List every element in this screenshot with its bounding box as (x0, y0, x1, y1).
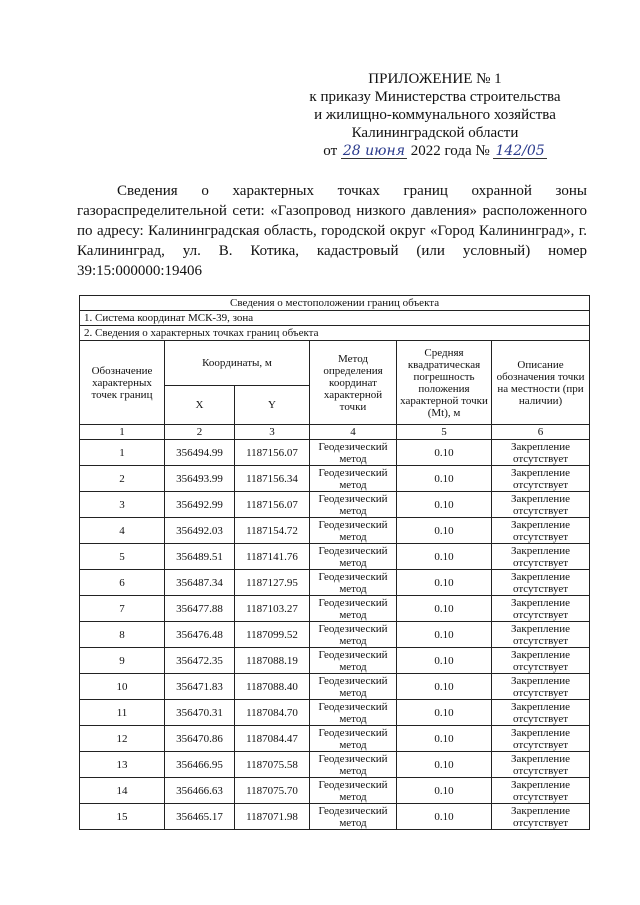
y-coordinate: 1187156.07 (235, 440, 310, 466)
point-number: 12 (80, 726, 165, 752)
table-row (80, 518, 590, 544)
point-number: 5 (80, 544, 165, 570)
description-cell: Закрепление отсутствует (492, 778, 590, 804)
y-coordinate: 1187127.95 (235, 570, 310, 596)
error-cell: 0.10 (397, 518, 492, 544)
col-header-method: Метод определения координат характерной точки (310, 341, 397, 425)
description-cell: Закрепление отсутствует (492, 700, 590, 726)
order-line-1: к приказу Министерства строительства (309, 89, 561, 105)
table-title: Сведения о местоположении границ объекта (80, 296, 590, 311)
x-coordinate: 356465.17 (165, 804, 235, 830)
description-cell: Закрепление отсутствует (492, 492, 590, 518)
point-number: 7 (80, 596, 165, 622)
table-row (80, 700, 590, 726)
y-coordinate: 1187084.70 (235, 700, 310, 726)
appendix-header (290, 70, 580, 160)
y-coordinate: 1187099.52 (235, 622, 310, 648)
point-number: 9 (80, 648, 165, 674)
table-row (80, 648, 590, 674)
error-cell: 0.10 (397, 466, 492, 492)
description-cell: Закрепление отсутствует (492, 804, 590, 830)
method-cell: Геодезический метод (310, 726, 397, 752)
point-number: 13 (80, 752, 165, 778)
y-coordinate: 1187088.40 (235, 674, 310, 700)
x-coordinate: 356493.99 (165, 466, 235, 492)
y-coordinate: 1187075.70 (235, 778, 310, 804)
boundary-points-table (79, 295, 590, 830)
table-row (80, 570, 590, 596)
method-cell: Геодезический метод (310, 544, 397, 570)
y-coordinate: 1187141.76 (235, 544, 310, 570)
description-cell: Закрепление отсутствует (492, 596, 590, 622)
method-cell: Геодезический метод (310, 700, 397, 726)
point-number: 11 (80, 700, 165, 726)
column-number: 4 (310, 425, 397, 440)
column-number: 6 (492, 425, 590, 440)
x-coordinate: 356466.63 (165, 778, 235, 804)
method-cell: Геодезический метод (310, 440, 397, 466)
description-cell: Закрепление отсутствует (492, 544, 590, 570)
table-row (80, 674, 590, 700)
x-coordinate: 356470.86 (165, 726, 235, 752)
error-cell: 0.10 (397, 778, 492, 804)
date-year: 2022 года № (410, 143, 490, 159)
error-cell: 0.10 (397, 622, 492, 648)
y-coordinate: 1187156.34 (235, 466, 310, 492)
method-cell: Геодезический метод (310, 778, 397, 804)
section-title: 2. Сведения о характерных точках границ объекта (80, 326, 590, 341)
error-cell: 0.10 (397, 752, 492, 778)
table-row (80, 492, 590, 518)
method-cell: Геодезический метод (310, 622, 397, 648)
description-cell: Закрепление отсутствует (492, 622, 590, 648)
method-cell: Геодезический метод (310, 596, 397, 622)
error-cell: 0.10 (397, 544, 492, 570)
description-cell: Закрепление отсутствует (492, 726, 590, 752)
x-coordinate: 356492.99 (165, 492, 235, 518)
x-coordinate: 356492.03 (165, 518, 235, 544)
method-cell: Геодезический метод (310, 518, 397, 544)
x-coordinate: 356487.34 (165, 570, 235, 596)
method-cell: Геодезический метод (310, 492, 397, 518)
point-number: 1 (80, 440, 165, 466)
y-coordinate: 1187075.58 (235, 752, 310, 778)
col-header-point: Обозначение характерных точек границ (80, 341, 165, 425)
table-row (80, 544, 590, 570)
column-number-row (80, 425, 590, 440)
table-row (80, 752, 590, 778)
handwritten-number: 142/05 (495, 143, 545, 159)
error-cell: 0.10 (397, 648, 492, 674)
date-prefix: от (323, 143, 338, 159)
x-coordinate: 356466.95 (165, 752, 235, 778)
description-cell: Закрепление отсутствует (492, 648, 590, 674)
x-coordinate: 356472.35 (165, 648, 235, 674)
error-cell: 0.10 (397, 596, 492, 622)
x-coordinate: 356471.83 (165, 674, 235, 700)
y-coordinate: 1187103.27 (235, 596, 310, 622)
description-cell: Закрепление отсутствует (492, 752, 590, 778)
point-number: 10 (80, 674, 165, 700)
y-coordinate: 1187156.07 (235, 492, 310, 518)
column-number: 5 (397, 425, 492, 440)
point-number: 4 (80, 518, 165, 544)
x-coordinate: 356470.31 (165, 700, 235, 726)
handwritten-date: 28 июня (342, 143, 405, 159)
table-row (80, 778, 590, 804)
coordinate-system: 1. Система координат МСК-39, зона (80, 311, 590, 326)
y-coordinate: 1187084.47 (235, 726, 310, 752)
description-cell: Закрепление отсутствует (492, 674, 590, 700)
table-row (80, 804, 590, 830)
column-number: 3 (235, 425, 310, 440)
appendix-title: ПРИЛОЖЕНИЕ № 1 (368, 71, 502, 87)
x-coordinate: 356476.48 (165, 622, 235, 648)
point-number: 14 (80, 778, 165, 804)
error-cell: 0.10 (397, 492, 492, 518)
method-cell: Геодезический метод (310, 466, 397, 492)
col-header-x: X (165, 386, 235, 425)
point-number: 8 (80, 622, 165, 648)
method-cell: Геодезический метод (310, 752, 397, 778)
y-coordinate: 1187071.98 (235, 804, 310, 830)
point-number: 15 (80, 804, 165, 830)
point-number: 3 (80, 492, 165, 518)
x-coordinate: 356494.99 (165, 440, 235, 466)
column-number: 1 (80, 425, 165, 440)
col-header-y: Y (235, 386, 310, 425)
method-cell: Геодезический метод (310, 570, 397, 596)
error-cell: 0.10 (397, 570, 492, 596)
method-cell: Геодезический метод (310, 804, 397, 830)
description-cell: Закрепление отсутствует (492, 440, 590, 466)
table-row (80, 440, 590, 466)
y-coordinate: 1187154.72 (235, 518, 310, 544)
method-cell: Геодезический метод (310, 648, 397, 674)
error-cell: 0.10 (397, 804, 492, 830)
x-coordinate: 356489.51 (165, 544, 235, 570)
table-row (80, 622, 590, 648)
description-cell: Закрепление отсутствует (492, 466, 590, 492)
point-number: 6 (80, 570, 165, 596)
error-cell: 0.10 (397, 440, 492, 466)
order-line-2: и жилищно-коммунального хозяйства (314, 107, 556, 123)
table-row (80, 596, 590, 622)
col-header-error: Средняя квадратическая погрешность положения характерной точки (Mt), м (397, 341, 492, 425)
table-row (80, 466, 590, 492)
y-coordinate: 1187088.19 (235, 648, 310, 674)
error-cell: 0.10 (397, 700, 492, 726)
x-coordinate: 356477.88 (165, 596, 235, 622)
error-cell: 0.10 (397, 726, 492, 752)
intro-paragraph: Сведения о характерных точках границ охранной зоны газораспределительной сети: «Газопровод низкого давления» расположенного по адресу: Калининградская область, городской округ «Город Калининград», г. Калининград, ул. В. Котика, кадастровый (или условный) номер 39:15:000000:19406 (77, 183, 587, 279)
col-header-coords: Координаты, м (165, 341, 310, 386)
order-line-3: Калининградской области (351, 125, 519, 141)
error-cell: 0.10 (397, 674, 492, 700)
method-cell: Геодезический метод (310, 674, 397, 700)
order-date-line (290, 142, 580, 160)
column-number: 2 (165, 425, 235, 440)
description-cell: Закрепление отсутствует (492, 570, 590, 596)
description-cell: Закрепление отсутствует (492, 518, 590, 544)
table-row (80, 726, 590, 752)
point-number: 2 (80, 466, 165, 492)
col-header-desc: Описание обозначения точки на местности (при наличии) (492, 341, 590, 425)
